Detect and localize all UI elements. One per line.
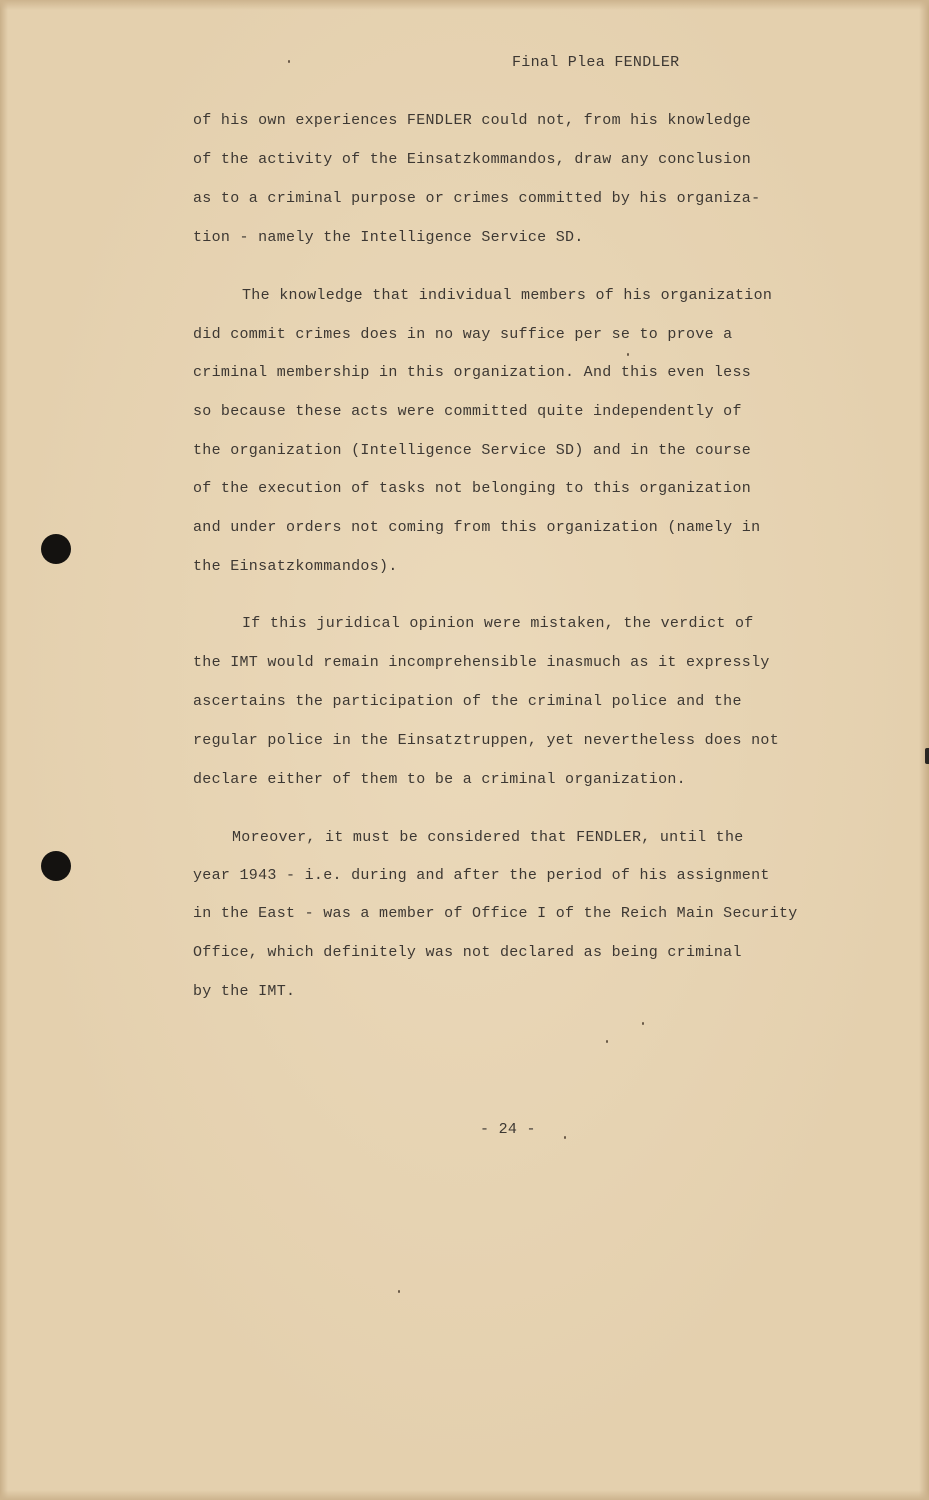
paper-speck [627,353,629,356]
text-line: the Einsatzkommandos). [193,558,398,575]
text-line: of the execution of tasks not belonging to this organization [193,480,752,497]
text-line: year 1943 - i.e. during and after the period of his assignment [193,867,770,884]
text-line: If this juridical opinion were mistaken, the verdict of [242,615,754,632]
edge-ink-mark [925,748,929,764]
paper-speck [398,1290,400,1293]
text-line: the IMT would remain incomprehensible inasmuch as it expressly [193,654,770,671]
running-header: Final Plea FENDLER [512,54,680,71]
text-line: Moreover, it must be considered that FENDLER, until the [232,829,744,846]
page-edge-shadow-top [0,0,929,10]
paper-speck [288,60,290,63]
text-line: in the East - was a member of Office I of the Reich Main Security [193,905,798,922]
text-line: of the activity of the Einsatzkommandos, draw any conclusion [193,151,752,168]
page-edge-shadow-left [0,0,8,1500]
text-line: declare either of them to be a criminal organization. [193,771,686,788]
page-number: - 24 - [480,1121,536,1138]
text-line: Office, which definitely was not declared as being criminal [193,944,742,961]
paper-speck [564,1136,566,1139]
punch-hole-lower [41,851,71,881]
text-line: did commit crimes does in no way suffice per se to prove a [193,326,733,343]
text-line: of his own experiences FENDLER could not, from his knowledge [193,112,752,129]
text-line: and under orders not coming from this organization (namely in [193,519,761,536]
text-line: regular police in the Einsatztruppen, yet nevertheless does not [193,732,779,749]
paper-speck [606,1040,608,1043]
text-line: The knowledge that individual members of his organization [242,287,773,304]
text-line: ascertains the participation of the criminal police and the [193,693,742,710]
text-line: tion - namely the Intelligence Service SD. [193,229,584,246]
text-line: so because these acts were committed quite independently of [193,403,742,420]
punch-hole-upper [41,534,71,564]
text-line: by the IMT. [193,983,296,1000]
text-line: the organization (Intelligence Service SD) and in the course [193,442,752,459]
text-line: criminal membership in this organization. And this even less [193,364,752,381]
text-line: as to a criminal purpose or crimes committed by his organiza- [193,190,761,207]
page-edge-shadow-bottom [0,1490,929,1500]
paper-speck [642,1022,644,1025]
